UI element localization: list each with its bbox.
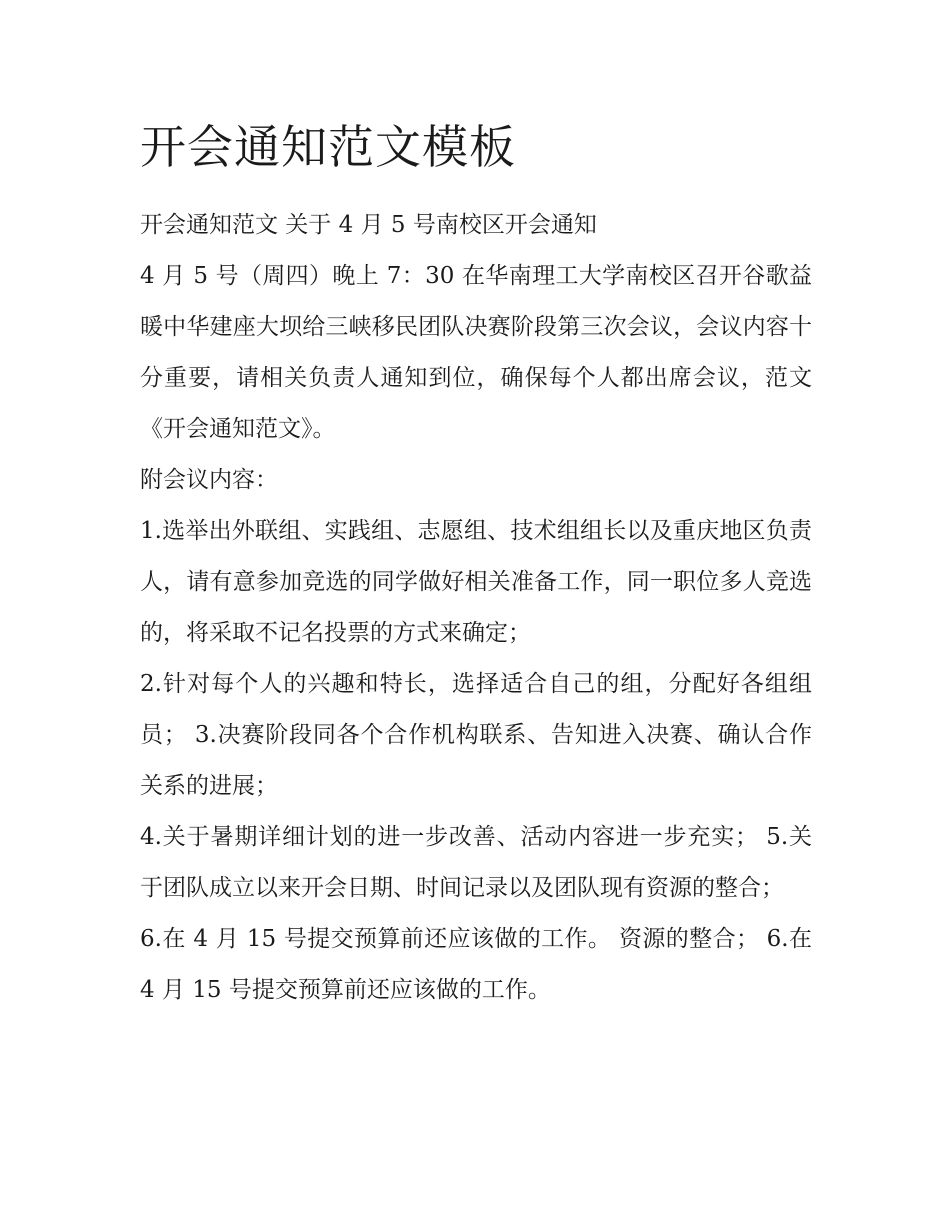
notice-heading: 开会通知范文 关于 4 月 5 号南校区开会通知 [140,212,597,238]
agenda-item: 1.选举出外联组、实践组、志愿组、技术组组长以及重庆地区负责人，请有意参加竞选的同学做好相关准备工作，同一职位多人竞选的，将采取不记名投票的方式来确定； [140,518,812,646]
agenda-item: 2.针对每个人的兴趣和特长，选择适合自己的组，分配好各组组员； 3.决赛阶段同各个合作机构联系、告知进入决赛、确认合作关系的进展； [140,671,812,799]
notice-body: 4 月 5 号（周四）晚上 7：30 在华南理工大学南校区召开谷歌益暖中华建座大坝给三峡移民团队决赛阶段第三次会议，会议内容十分重要，请相关负责人通知到位，确保每个人都出席会议，范文《开会通知范文》。 [140,263,812,442]
agenda-item: 6.在 4 月 15 号提交预算前还应该做的工作。 资源的整合； 6.在 4 月 15 号提交预算前还应该做的工作。 [140,926,812,1003]
agenda-heading: 附会议内容： [140,467,278,493]
document-page [140,112,812,1016]
agenda-item: 4.关于暑期详细计划的进一步改善、活动内容进一步充实； 5.关于团队成立以来开会日期、时间记录以及团队现有资源的整合； [140,824,812,901]
document-title: 开会通知范文模板 [140,120,516,174]
